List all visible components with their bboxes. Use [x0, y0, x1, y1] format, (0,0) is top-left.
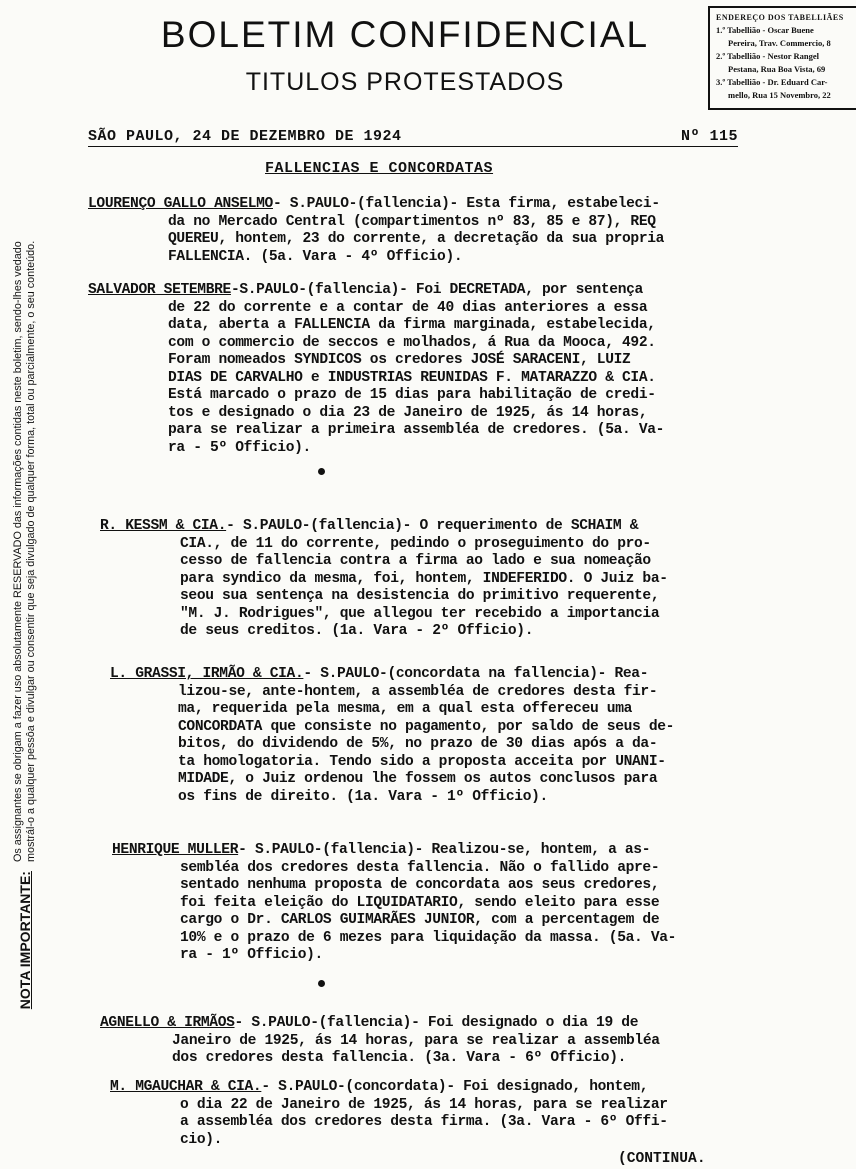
entry-l-grassi	[110, 666, 674, 806]
entry-text: de seus creditos. (1a. Vara - 2º Officio).	[180, 623, 534, 639]
entry-text: DIAS DE CARVALHO e INDUSTRIAS REUNIDAS F. MATARAZZO & CIA.	[168, 369, 656, 386]
entry-text: cesso de fallencia contra a firma ao lado e sua nomeação	[180, 553, 651, 569]
entry-text: a assembléa dos credores desta firma. (3a. Vara - 6º Offi-	[180, 1114, 668, 1130]
note-line: mostrál-o a qualquer pessôa e divulgar ou consentir que seja divulgado de qualquer forma, total ou parcialmente, o seu conteúdo.	[25, 240, 37, 863]
entry-name: R. KESSM & CIA.	[100, 518, 227, 534]
entry-text: Está marcado o prazo de 15 dias para habilitação de credi-	[168, 387, 656, 403]
entry-text: "M. J. Rodrigues", que allegou ter recebido a importancia	[180, 605, 660, 622]
address-line: 3.º Tabellião - Dr. Eduard Car-	[716, 77, 828, 87]
entry-text: Janeiro de 1925, ás 14 horas, para se realizar a assembléa	[172, 1032, 660, 1049]
entry-text: sentado nenhuma proposta de concordata aos seus credores,	[180, 877, 660, 893]
address-box-heading: ENDEREÇO DOS TABELLIÃES	[716, 13, 844, 22]
entry-text: - S.PAULO-(fallencia)- Foi designado o dia 19 de	[234, 1015, 639, 1031]
entry-henrique-muller	[112, 842, 676, 965]
place-date: SÃO PAULO, 24 DE DEZEMBRO DE 1924	[88, 128, 402, 145]
address-line: 2.º Tabellião - Nestor Rangel	[716, 51, 820, 61]
ink-dot	[318, 980, 325, 987]
entry-text: ra - 1º Officio).	[180, 947, 323, 963]
continua-label: (CONTINUA.	[618, 1151, 706, 1167]
entry-text: seou sua sentença na desistencia do primitivo requerente,	[180, 588, 660, 604]
sidebar-note	[0, 185, 50, 1065]
dateline	[88, 128, 738, 147]
entry-text: tos e designado o dia 23 de Janeiro de 1925, ás 14 horas,	[168, 404, 648, 421]
address-line: 1.º Tabellião - Oscar Buene	[716, 25, 814, 35]
entry-text: ra - 5º Officio).	[168, 439, 311, 456]
entry-name: L. GRASSI, IRMÃO & CIA.	[110, 666, 304, 682]
entry-text: -S.PAULO-(fallencia)- Foi DECRETADA, por sentença	[230, 282, 643, 298]
entry-text: - S.PAULO-(concordata na fallencia)- Rea-	[303, 666, 649, 682]
entry-text: ta homologatoria. Tendo sido a proposta acceita por UNANI-	[178, 753, 666, 770]
entry-text: para syndico da mesma, foi, hontem, INDEFERIDO. O Juiz ba-	[180, 570, 668, 587]
entry-text: de 22 do corrente e a contar de 40 dias anteriores a essa	[168, 299, 648, 316]
entry-text: - S.PAULO-(concordata)- Foi designado, hontem,	[261, 1079, 649, 1095]
address-line: mello, Rua 15 Novembro, 22	[728, 90, 831, 100]
entry-text: sembléa dos credores desta fallencia. Não o fallido apre-	[180, 859, 660, 876]
note-lead: NOTA IMPORTANTE:	[16, 871, 33, 1010]
entry-text: bitos, do dividendo de 5%, no prazo de 30 dias após a da-	[178, 736, 658, 752]
bulletin-title: BOLETIM CONFIDENCIAL	[160, 14, 650, 55]
notaries-address-box	[708, 6, 856, 110]
address-line: Pestana, Rua Boa Vista, 69	[728, 64, 826, 74]
entry-text: data, aberta a FALLENCIA da firma marginada, estabelecida,	[168, 317, 656, 333]
entry-name: SALVADOR SETEMBRE	[88, 282, 231, 298]
entry-text: Foram nomeados SYNDICOS os credores JOSÉ SARACENI, LUIZ	[168, 352, 631, 368]
entry-m-mgauchar	[110, 1079, 668, 1149]
entry-text: FALLENCIA. (5a. Vara - 4º Officio).	[168, 248, 463, 265]
entry-text: MIDADE, o Juiz ordenou lhe fossem os autos conclusos para	[178, 771, 658, 787]
entry-salvador-setembre	[88, 282, 664, 457]
entry-name: AGNELLO & IRMÃOS	[100, 1015, 235, 1031]
entry-text: foi feita eleição do LIQUIDATARIO, sendo eleito para esse	[180, 894, 660, 911]
ink-dot	[318, 468, 325, 475]
entry-r-kessm	[100, 518, 668, 641]
entry-text: com o commercio de seccos e molhados, á Rua da Mooca, 492.	[168, 334, 656, 351]
entry-name: LOURENÇO GALLO ANSELMO	[88, 196, 273, 212]
entry-text: lizou-se, ante-hontem, a assembléa de credores desta fir-	[178, 683, 658, 700]
entry-text: - S.PAULO-(fallencia)- O requerimento de SCHAIM &	[226, 518, 639, 534]
note-line: Os assignantes se obrigam a fazer uso absolutamente RESERVADO das informações contidas neste boletim, sendo-lhes vedado	[12, 241, 24, 863]
entry-name: M. MGAUCHAR & CIA.	[110, 1079, 262, 1095]
entry-lourenco-gallo-anselmo	[88, 196, 664, 266]
entry-text: para se realizar a primeira assembléa de credores. (5a. Va-	[168, 422, 665, 438]
entry-text: cio).	[180, 1131, 223, 1148]
address-line: Pereira, Trav. Commercio, 8	[728, 38, 831, 48]
entry-text: 10% e o prazo de 6 mezes para liquidação da massa. (5a. Va-	[180, 929, 677, 946]
bulletin-subtitle: TITULOS PROTESTADOS	[245, 68, 565, 96]
entry-text: CIA., de 11 do corrente, pedindo o proseguimento do pro-	[180, 535, 651, 552]
entry-text: CONCORDATA que consiste no pagamento, por saldo de seus de-	[178, 718, 675, 735]
entry-text: dos credores desta fallencia. (3a. Vara - 6º Officio).	[172, 1050, 627, 1066]
entry-text: QUEREU, hontem, 23 do corrente, a decretação da sua propria	[168, 231, 665, 247]
entry-name: HENRIQUE MULLER	[112, 842, 239, 858]
entry-text: o dia 22 de Janeiro de 1925, ás 14 horas, para se realizar	[180, 1096, 668, 1113]
entry-text: - S.PAULO-(fallencia)- Esta firma, estabeleci-	[272, 196, 660, 212]
bulletin-number: Nº 115	[680, 128, 738, 145]
entry-text: os fins de direito. (1a. Vara - 1º Officio).	[178, 788, 548, 805]
entry-agnello-irmaos	[100, 1015, 660, 1068]
entry-text: cargo o Dr. CARLOS GUIMARÃES JUNIOR, com a percentagem de	[180, 912, 660, 928]
entry-text: da no Mercado Central (compartimentos nº 83, 85 e 87), REQ	[168, 213, 656, 230]
entry-text: ma, requerida pela mesma, em a qual esta offereceu uma	[178, 701, 633, 717]
entry-text: - S.PAULO-(fallencia)- Realizou-se, hontem, a as-	[238, 842, 651, 858]
section-title: FALLENCIAS E CONCORDATAS	[265, 160, 494, 177]
